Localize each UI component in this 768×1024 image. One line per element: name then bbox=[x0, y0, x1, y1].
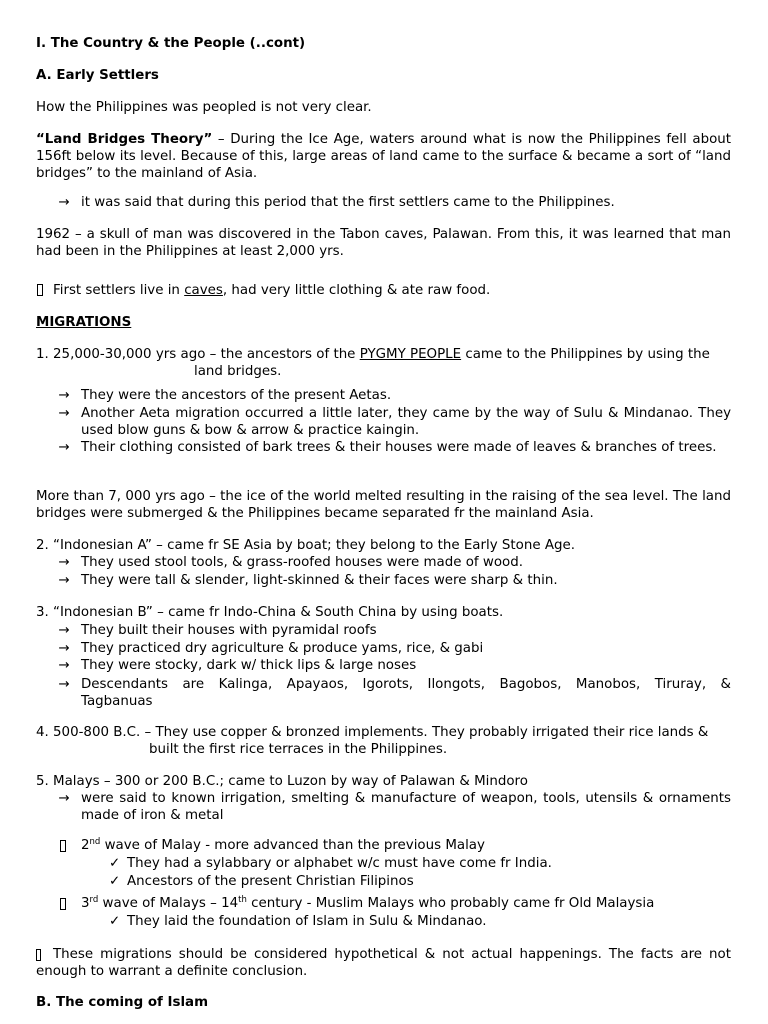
bullet-text: Their clothing consisted of bark trees & their houses were made of leaves & branches of trees. bbox=[81, 440, 717, 455]
paragraph: More than 7, 000 yrs ago – the ice of the world melted resulting in the raising of the sea level. The land bridges were submerged & the Philippines became separated fr the mainland Asia. bbox=[36, 489, 731, 521]
migration-3: 3. “Indonesian B” – came fr Indo-China & South China by using boats. bbox=[36, 605, 504, 620]
bullet-text: First settlers live in caves, had very little clothing & ate raw food. bbox=[53, 283, 491, 298]
check-icon: ✓ bbox=[109, 914, 121, 929]
arrow-icon: → bbox=[58, 791, 70, 806]
arrow-icon: → bbox=[58, 406, 70, 421]
bullet-text: it was said that during this period that the first settlers came to the Philippines. bbox=[81, 195, 615, 210]
check-text: They had a sylabbary or alphabet w/c must have come fr India. bbox=[127, 856, 552, 871]
arrow-icon: → bbox=[58, 641, 70, 656]
subsection-heading: B. The coming of Islam bbox=[36, 995, 209, 1010]
subsection-heading: A. Early Settlers bbox=[36, 68, 159, 83]
arrow-icon: → bbox=[58, 195, 70, 210]
bullet-box-icon bbox=[60, 898, 66, 910]
migration-1: 1. 25,000-30,000 yrs ago – the ancestors of the PYGMY PEOPLE came to the Philippines by using the bbox=[36, 347, 710, 362]
bullet-text: They used stool tools, & grass-roofed houses were made of wood. bbox=[81, 555, 523, 570]
paragraph-text: – During the Ice Age, waters around what is now the Philippines fell about 156ft below its level. Because of this, large areas of land came to the surface & became a sort of “land bridges” to the mainland of Asia. bbox=[36, 132, 731, 181]
paragraph: How the Philippines was peopled is not very clear. bbox=[36, 100, 372, 115]
arrow-icon: → bbox=[58, 658, 70, 673]
bullet-text: They were the ancestors of the present Aetas. bbox=[81, 388, 392, 403]
migration-1-cont: land bridges. bbox=[194, 364, 282, 379]
section-heading: I. The Country & the People (..cont) bbox=[36, 36, 306, 51]
check-text: Ancestors of the present Christian Filipinos bbox=[127, 874, 414, 889]
wave-3: 3rd wave of Malays – 14th century - Muslim Malays who probably came fr Old Malaysia bbox=[81, 895, 655, 911]
arrow-icon: → bbox=[58, 555, 70, 570]
migrations-heading: MIGRATIONS bbox=[36, 315, 132, 330]
migration-4: 4. 500-800 B.C. – They use copper & bronzed implements. They probably irrigated their rice lands & bbox=[36, 725, 709, 740]
migration-4-cont: built the first rice terraces in the Philippines. bbox=[149, 742, 448, 757]
check-icon: ✓ bbox=[109, 856, 121, 871]
arrow-icon: → bbox=[58, 677, 70, 692]
check-icon: ✓ bbox=[109, 874, 121, 889]
bullet-text: Another Aeta migration occurred a little later, they came by the way of Sulu & Mindanao. They used blow guns & bow & arrow & practice kaingin. bbox=[81, 406, 731, 438]
bullet-text: were said to known irrigation, smelting & manufacture of weapon, tools, utensils & ornaments made of iron & metal bbox=[81, 791, 731, 823]
bullet-text: They practiced dry agriculture & produce yams, rice, & gabi bbox=[81, 641, 484, 656]
migration-5: 5. Malays – 300 or 200 B.C.; came to Luzon by way of Palawan & Mindoro bbox=[36, 774, 528, 789]
hypothetical-note: These migrations should be considered hypothetical & not actual happenings. The facts are not enough to warrant a definite conclusion. bbox=[36, 947, 731, 979]
land-bridges-paragraph bbox=[36, 131, 731, 182]
bullet-text: They were tall & slender, light-skinned & their faces were sharp & thin. bbox=[81, 573, 558, 588]
wave-2: 2nd wave of Malay - more advanced than the previous Malay bbox=[81, 837, 485, 853]
check-text: They laid the foundation of Islam in Sulu & Mindanao. bbox=[127, 914, 487, 929]
arrow-icon: → bbox=[58, 440, 70, 455]
arrow-icon: → bbox=[58, 623, 70, 638]
bullet-box-icon bbox=[37, 284, 43, 296]
bullet-box-icon bbox=[60, 840, 66, 852]
migration-2: 2. “Indonesian A” – came fr SE Asia by boat; they belong to the Early Stone Age. bbox=[36, 538, 575, 553]
paragraph: 1962 – a skull of man was discovered in the Tabon caves, Palawan. From this, it was learned that man had been in the Philippines at least 2,000 yrs. bbox=[36, 227, 731, 259]
arrow-icon: → bbox=[58, 388, 70, 403]
bullet-text: They built their houses with pyramidal roofs bbox=[81, 623, 377, 638]
arrow-icon: → bbox=[58, 573, 70, 588]
bullet-text: Descendants are Kalinga, Apayaos, Igorots, Ilongots, Bagobos, Manobos, Tiruray, & Tagbanuas bbox=[81, 677, 731, 709]
term: “Land Bridges Theory” bbox=[36, 132, 213, 147]
bullet-text: They were stocky, dark w/ thick lips & large noses bbox=[81, 658, 417, 673]
